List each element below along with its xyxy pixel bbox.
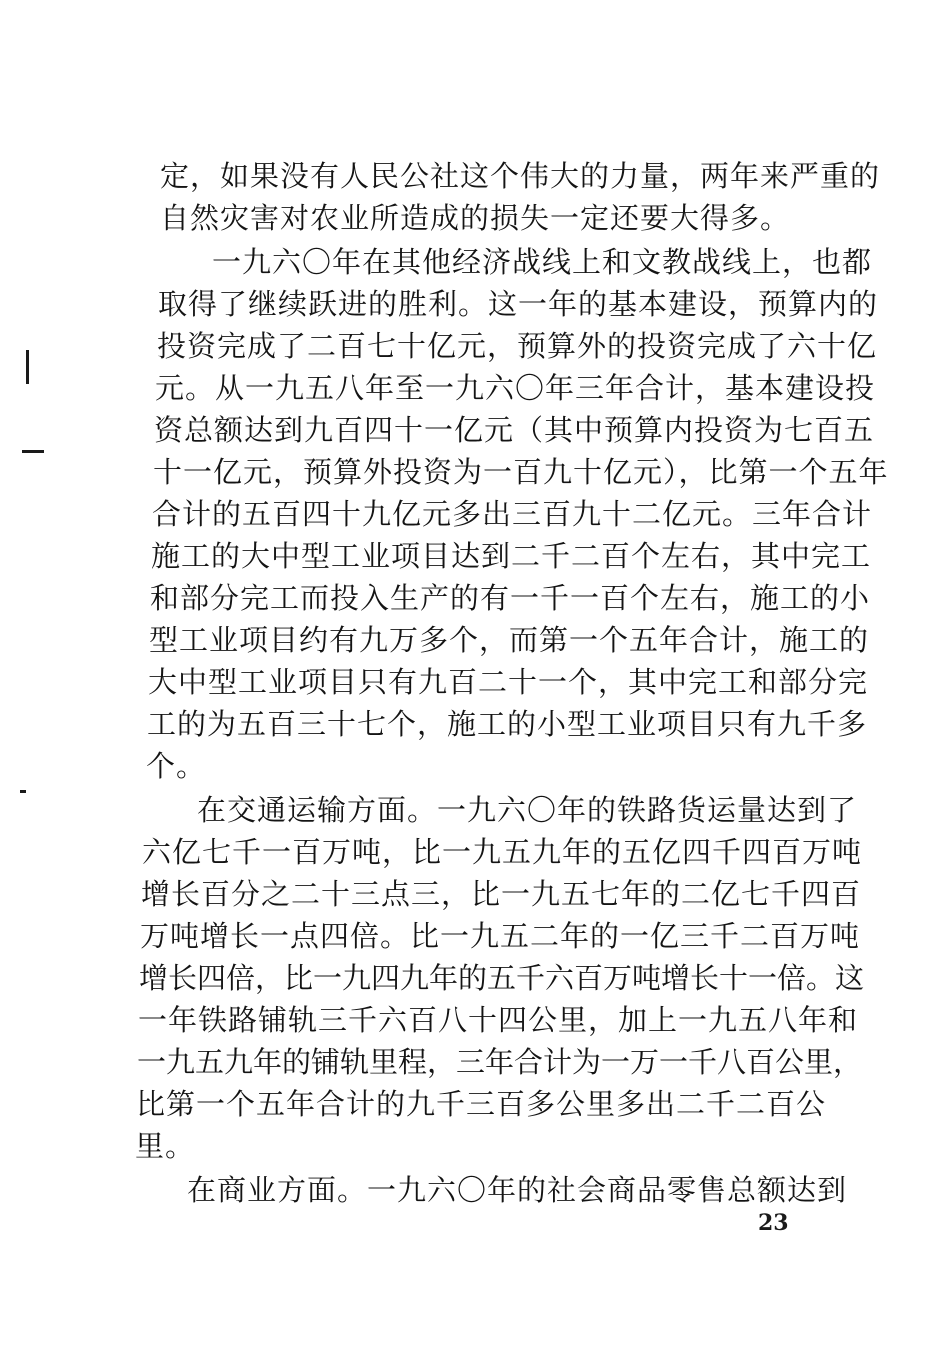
text-line: 自然灾害对农业所造成的损失一定还要大得多。 xyxy=(160,201,791,235)
text-line: 和部分完工而投入生产的有一千一百个左右，施工的小 xyxy=(150,581,871,615)
text-line: 里。 xyxy=(135,1129,196,1163)
text-line: 一九六〇年在其他经济战线上和文教战线上，也都 xyxy=(212,245,873,279)
text-line: 比第一个五年合计的九千三百多公里多出二千二百公 xyxy=(136,1087,827,1121)
text-line: 资总额达到九百四十一亿元（其中预算内投资为七百五 xyxy=(154,413,875,447)
text-line: 取得了继续跃进的胜利。这一年的基本建设，预算内的 xyxy=(158,287,879,321)
text-line: 万吨增长一点四倍。比一九五二年的一亿三千二百万吨 xyxy=(140,919,861,953)
text-line: 增长百分之二十三点三，比一九五七年的二亿七千四百 xyxy=(141,877,862,911)
text-line: 投资完成了二百七十亿元，预算外的投资完成了六十亿 xyxy=(157,329,878,363)
text-line: 工的为五百三十七个，施工的小型工业项目只有九千多 xyxy=(147,707,868,741)
text-line: 十一亿元，预算外投资为一百九十亿元），比第一个五年 xyxy=(153,455,889,489)
scan-mark xyxy=(20,790,26,793)
text-line: 在商业方面。一九六〇年的社会商品零售总额达到 xyxy=(187,1173,848,1207)
scan-mark xyxy=(26,350,29,384)
text-line: 合计的五百四十九亿元多出三百九十二亿元。三年合计 xyxy=(152,497,873,531)
page-number: 23 xyxy=(758,1210,789,1236)
text-line: 个。 xyxy=(146,749,207,783)
text-line: 定，如果没有人民公社这个伟大的力量，两年来严重的 xyxy=(160,159,881,193)
text-line: 在交通运输方面。一九六〇年的铁路货运量达到了 xyxy=(197,793,858,827)
text-line: 六亿七千一百万吨，比一九五九年的五亿四千四百万吨 xyxy=(142,835,863,869)
text-line: 一九五九年的铺轨里程，三年合计为一万一千八百公里， xyxy=(137,1045,863,1079)
text-line: 一年铁路铺轨三千六百八十四公里，加上一九五八年和 xyxy=(138,1003,859,1037)
text-line: 增长四倍，比一九四九年的五千六百万吨增长十一倍。这 xyxy=(139,961,865,995)
text-line: 型工业项目约有九万多个，而第一个五年合计，施工的 xyxy=(149,623,870,657)
text-line: 大中型工业项目只有九百二十一个，其中完工和部分完 xyxy=(148,665,869,699)
scan-mark xyxy=(22,450,44,453)
text-line: 施工的大中型工业项目达到二千二百个左右，其中完工 xyxy=(151,539,872,573)
text-line: 元。从一九五八年至一九六〇年三年合计，基本建设投 xyxy=(155,371,876,405)
